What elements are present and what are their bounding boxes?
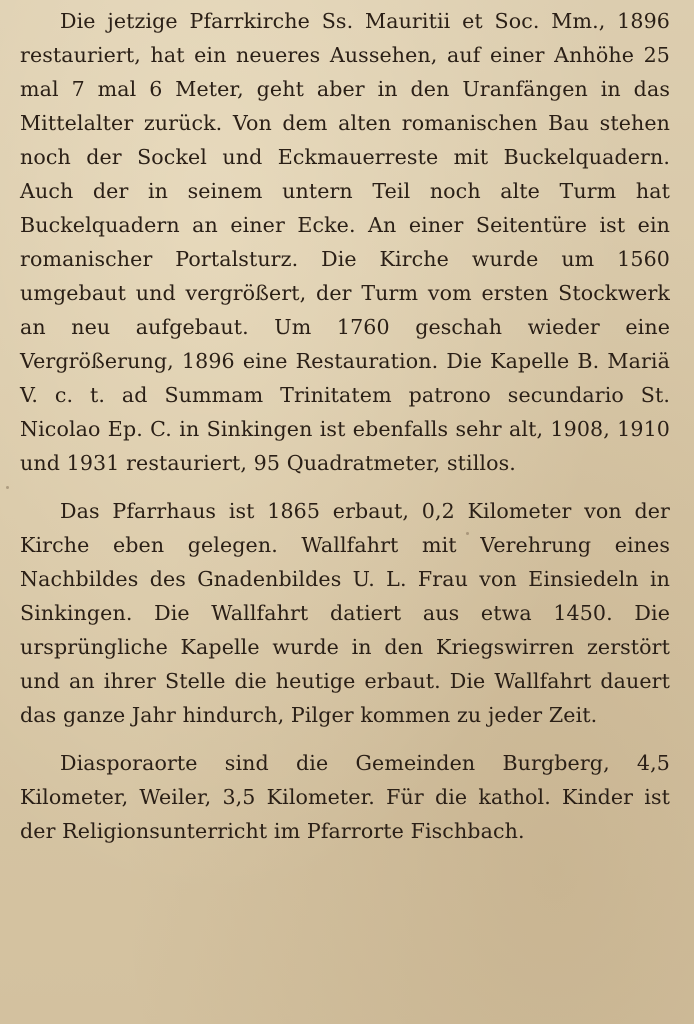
paper-speck bbox=[6, 486, 9, 489]
paper-speck bbox=[466, 532, 469, 535]
paragraph-pfarrkirche: Die jetzige Pfarrkirche Ss. Mauritii et Soc. Mm., 1896 restauriert, hat ein neueres Aussehen, auf einer Anhöhe 25 mal 7 mal 6 Meter, geht aber in den Uranfängen in das Mittelalter zurück. Von dem alten romanischen Bau stehen noch der Sockel und Eckmauerreste mit Buckelquadern. Auch der in seinem untern Teil noch alte Turm hat Buckelquadern an einer Ecke. An einer Seitentüre ist ein romanischer Portalsturz. Die Kirche wurde um 1560 umgebaut und vergrößert, der Turm vom ersten Stockwerk an neu aufgebaut. Um 1760 geschah wieder eine Vergrößerung, 1896 eine Restauration. Die Kapelle B. Mariä V. c. t. ad Summam Trinitatem patrono secundario St. Nicolao Ep. C. in Sinkingen ist ebenfalls sehr alt, 1908, 1910 und 1931 restauriert, 95 Quadratmeter, stillos. bbox=[20, 9, 670, 475]
paragraph-pfarrhaus: Das Pfarrhaus ist 1865 erbaut, 0,2 Kilometer von der Kirche eben gelegen. Wallfahrt mit Verehrung eines Nachbildes des Gnadenbildes U. L. Frau von Einsiedeln in Sinkingen. Die Wallfahrt datiert aus etwa 1450. Die ursprüngliche Kapelle wurde in den Kriegswirren zerstört und an ihrer Stelle die heutige erbaut. Die Wallfahrt dauert das ganze Jahr hindurch, Pilger kommen zu jeder Zeit. bbox=[20, 499, 670, 727]
paragraph-diasporaorte: Diasporaorte sind die Gemeinden Burgberg, 4,5 Kilometer, Weiler, 3,5 Kilometer. Für die kathol. Kinder ist der Religionsunterricht im Pfarrorte Fischbach. bbox=[20, 751, 670, 843]
